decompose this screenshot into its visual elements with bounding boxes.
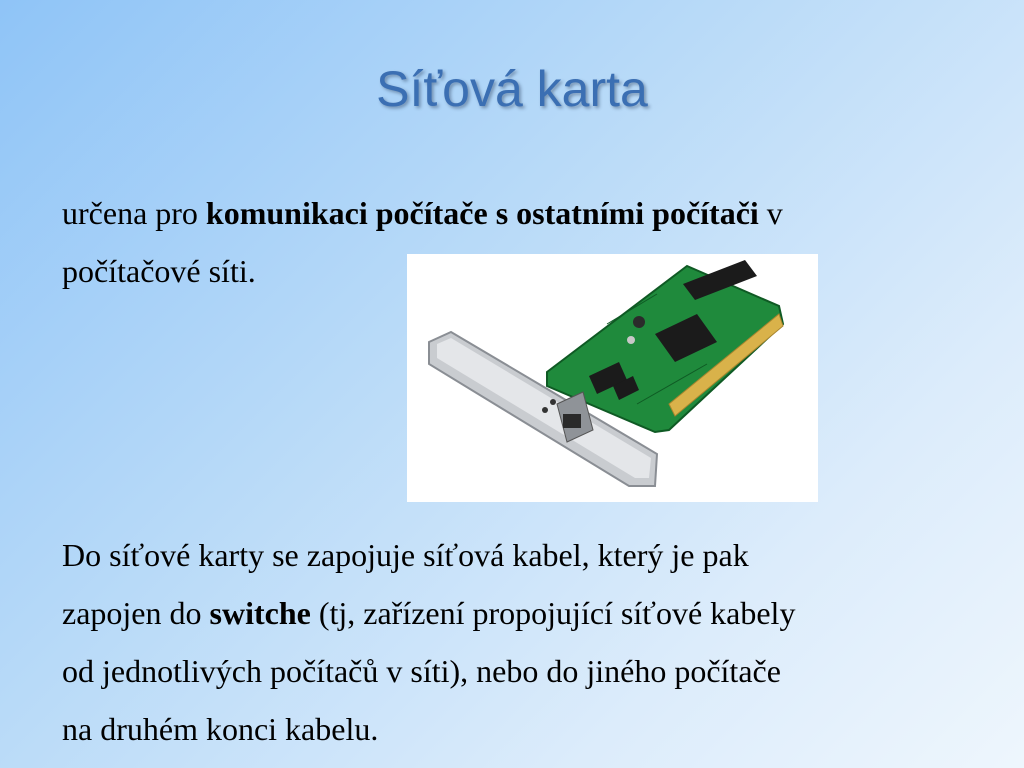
desc-line2-start: zapojen do [62,595,210,631]
network-card-icon [407,254,818,502]
intro-text-start: určena pro [62,195,206,231]
intro-text-bold: komunikaci počítače s ostatními počítači [205,195,759,231]
desc-line2-bold: switche [209,595,311,631]
desc-line3: od jednotlivých počítačů v síti), nebo do jiného počítače [62,653,781,689]
network-card-image [407,254,818,502]
paragraph-description [62,526,982,758]
slide-title: Síťová karta [376,61,648,117]
desc-line4: na druhém konci kabelu. [62,711,379,747]
desc-line2-end: (tj, zařízení propojující síťové kabely [310,595,796,631]
desc-line1: Do síťové karty se zapojuje síťová kabel, který je pak [62,537,749,573]
intro-text-end: v [758,195,783,231]
intro-text-line2: počítačové síti. [62,253,256,289]
